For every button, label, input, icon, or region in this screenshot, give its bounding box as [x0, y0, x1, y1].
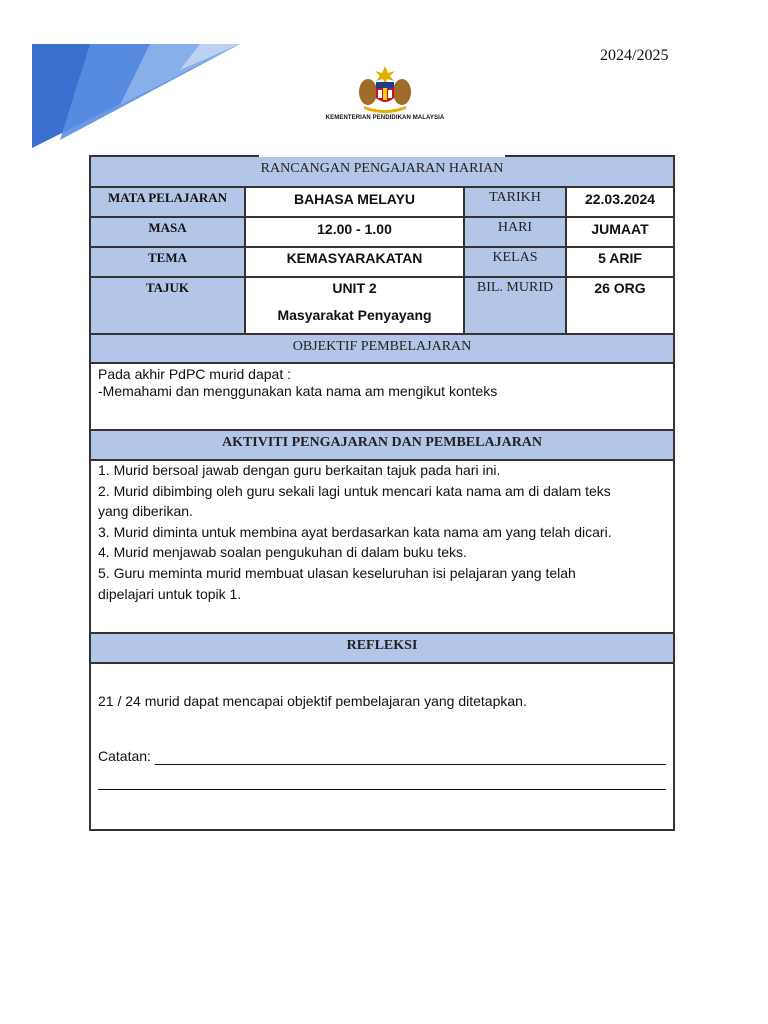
corner-decoration — [0, 0, 260, 160]
activity-line: 5. Guru meminta murid membuat ulasan keseluruhan isi pelajaran yang telah — [98, 564, 576, 581]
topic-title: Masyarakat Penyayang — [277, 307, 432, 323]
subject-label: MATA PELAJARAN — [107, 190, 228, 205]
daily-lesson-plan-table — [89, 155, 675, 831]
activities-heading: AKTIVITI PENGAJARAN DAN PEMBELAJARAN — [221, 435, 543, 450]
students-label: BIL. MURID — [476, 280, 554, 295]
notes-line-2 — [98, 789, 666, 790]
objective-body — [98, 366, 666, 400]
activity-line: 3. Murid diminta untuk membina ayat berdasarkan kata nama am yang telah dicari. — [98, 523, 612, 540]
theme-value: KEMASYARAKATAN — [286, 250, 423, 266]
reflection-result: 21 / 24 murid dapat mencapai objektif pembelajaran yang ditetapkan. — [98, 693, 527, 709]
activity-line: 4. Murid menjawab soalan pengukuhan di dalam buku teks. — [98, 544, 467, 561]
activity-line: 1. Murid bersoal jawab dengan guru berkaitan tajuk pada hari ini. — [98, 462, 501, 478]
theme-label: TEMA — [148, 250, 187, 265]
plan-title: RANCANGAN PENGAJARAN HARIAN — [260, 161, 504, 176]
activity-line: dipelajari untuk topik 1. — [98, 585, 242, 602]
students-value: 26 ORG — [594, 280, 646, 296]
academic-year: 2024/2025 — [600, 47, 669, 64]
coat-of-arms-logo — [354, 64, 416, 114]
activity-line: 2. Murid dibimbing oleh guru sekali lagi untuk mencari kata nama am di dalam teks — [98, 482, 611, 499]
objective-heading: OBJEKTIF PEMBELAJARAN — [292, 339, 472, 354]
ministry-name: KEMENTERIAN PENDIDIKAN MALAYSIA — [325, 115, 445, 121]
date-value: 22.03.2024 — [584, 191, 656, 207]
activity-line: yang diberikan. — [98, 503, 193, 520]
day-value: JUMAAT — [591, 221, 649, 237]
subject-value: BAHASA MELAYU — [293, 191, 416, 207]
notes-line-1 — [155, 764, 666, 765]
reflection-heading: REFLEKSI — [346, 638, 418, 653]
objective-line: Pada akhir PdPC murid dapat : — [98, 366, 291, 382]
topic-unit: UNIT 2 — [332, 280, 377, 296]
activities-body — [98, 460, 666, 604]
class-value: 5 ARIF — [598, 250, 642, 266]
time-value: 12.00 - 1.00 — [317, 221, 392, 237]
topic-label: TAJUK — [145, 280, 190, 295]
day-label: HARI — [497, 220, 533, 235]
notes-label: Catatan: — [98, 748, 151, 764]
class-label: KELAS — [492, 250, 538, 265]
time-label: MASA — [148, 220, 187, 235]
date-label: TARIKH — [489, 190, 541, 205]
objective-line: -Memahami dan menggunakan kata nama am mengikut konteks — [98, 383, 498, 399]
